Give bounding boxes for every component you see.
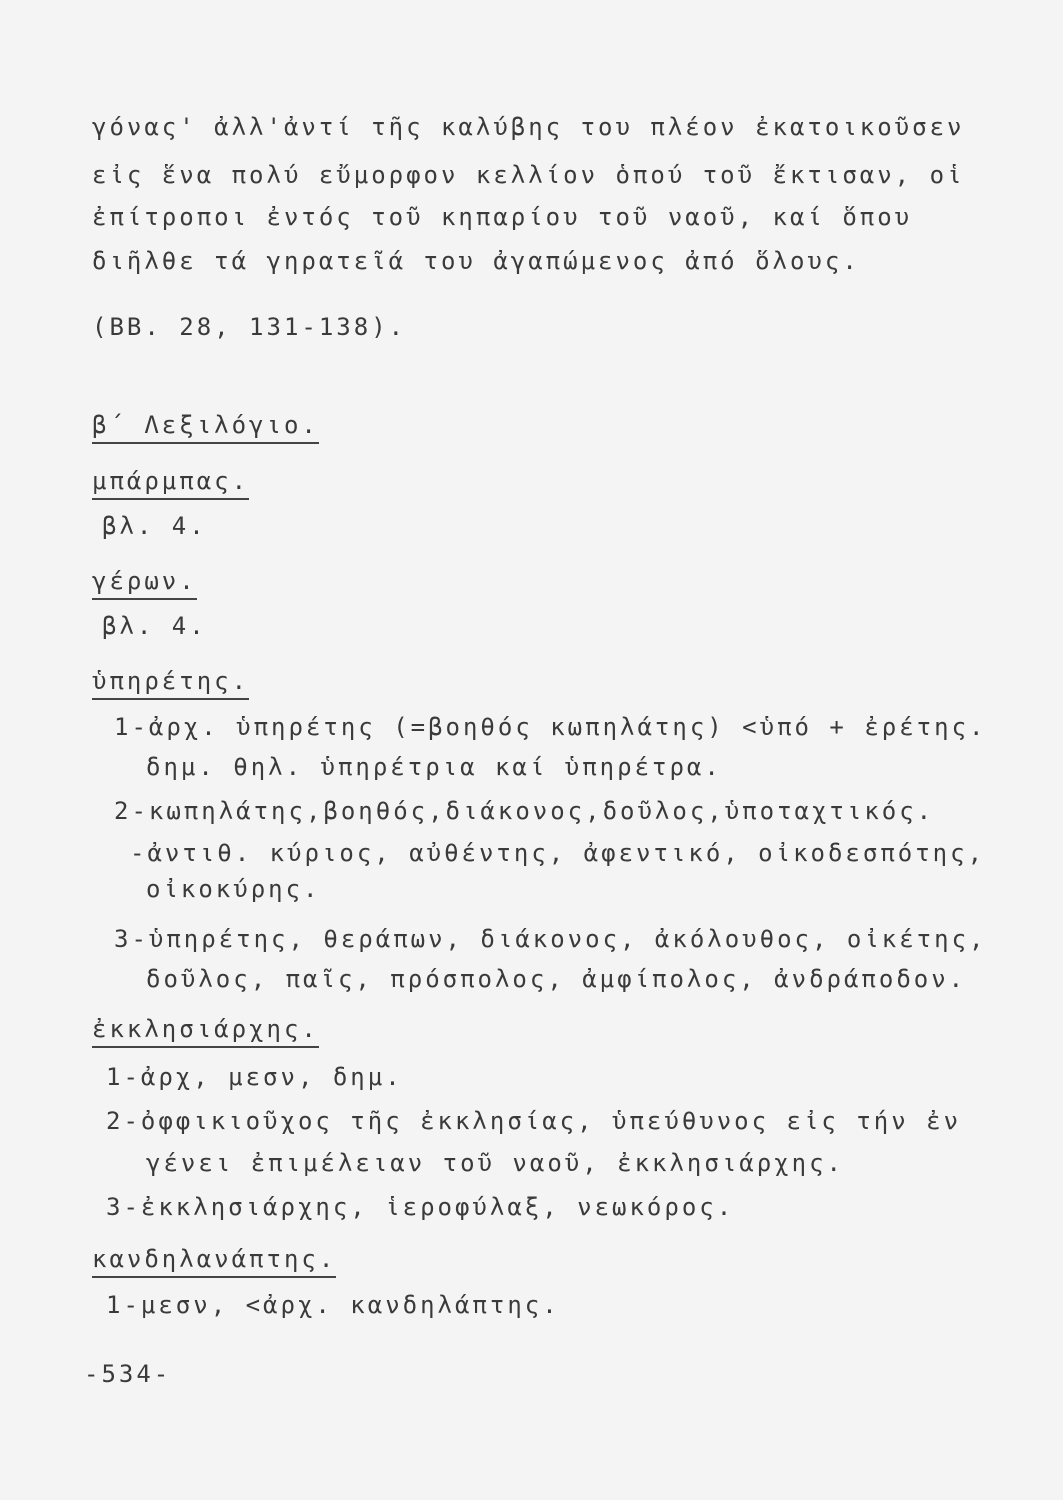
intro-line-4: διῆλθε τά γηρατεῖά του ἀγαπώμενος ἀπό ὅλους. <box>92 247 860 275</box>
ypiretis-line-4: -ἀντιθ. κύριος, αὐθέντης, ἀφεντικό, οἰκοδεσπότης, <box>130 839 986 867</box>
ypiretis-line-6: 3-ὑπηρέτης, θεράπων, διάκονος, ἀκόλουθος, οἰκέτης, <box>114 925 987 953</box>
intro-line-1: γόνας' ἀλλ'ἀντί τῆς καλύβης του πλέον ἐκατοικοῦσεν <box>92 113 965 141</box>
section-heading: β΄ Λεξιλόγιο. <box>92 410 319 444</box>
ypiretis-line-3: 2-κωπηλάτης,βοηθός,διάκονος,δοῦλος,ὑποταχτικός. <box>114 797 935 825</box>
headword-geron: γέρων. <box>92 566 197 600</box>
headword-barmpas: μπάρμπας. <box>92 466 249 500</box>
intro-line-2: εἰς ἕνα πολύ εὔμορφον κελλίον ὁπού τοῦ ἔκτισαν, οἱ <box>92 161 965 189</box>
ypiretis-line-5: οἰκοκύρης. <box>146 875 321 903</box>
ypiretis-line-2: δημ. θηλ. ὑπηρέτρια καί ὑπηρέτρα. <box>146 753 722 781</box>
reference-citation: (ΒΒ. 28, 131-138). <box>92 313 407 341</box>
headword-ypiretis: ὑπηρέτης. <box>92 666 249 700</box>
ref-geron: βλ. 4. <box>102 612 207 640</box>
headword-ekklisiarchis: ἐκκλησιάρχης. <box>92 1014 319 1048</box>
ekklisiarchis-line-4: 3-ἐκκλησιάρχης, ἱεροφύλαξ, νεωκόρος. <box>106 1193 735 1221</box>
ekklisiarchis-line-1: 1-ἀρχ, μεσν, δημ. <box>106 1063 403 1091</box>
ekklisiarchis-line-3: γένει ἐπιμέλειαν τοῦ ναοῦ, ἐκκλησιάρχης. <box>146 1149 844 1177</box>
ypiretis-line-7: δοῦλος, παῖς, πρόσπολος, ἀμφίπολος, ἀνδράποδον. <box>146 965 967 993</box>
kandilanaptis-line-1: 1-μεσν, <ἀρχ. κανδηλάπτης. <box>106 1291 560 1319</box>
ekklisiarchis-line-2: 2-ὀφφικιοῦχος τῆς ἐκκλησίας, ὑπεύθυνος εἰς τήν ἐν <box>106 1107 962 1135</box>
intro-line-3: ἐπίτροποι ἐντός τοῦ κηπαρίου τοῦ ναοῦ, καί ὅπου <box>92 203 913 231</box>
headword-kandilanaptis: κανδηλανάπτης. <box>92 1244 336 1278</box>
page-number: -534- <box>84 1360 172 1388</box>
ref-barmpas: βλ. 4. <box>102 512 207 540</box>
ypiretis-line-1: 1-ἀρχ. ὑπηρέτης (=βοηθός κωπηλάτης) <ὑπό + ἐρέτης. <box>114 713 987 741</box>
